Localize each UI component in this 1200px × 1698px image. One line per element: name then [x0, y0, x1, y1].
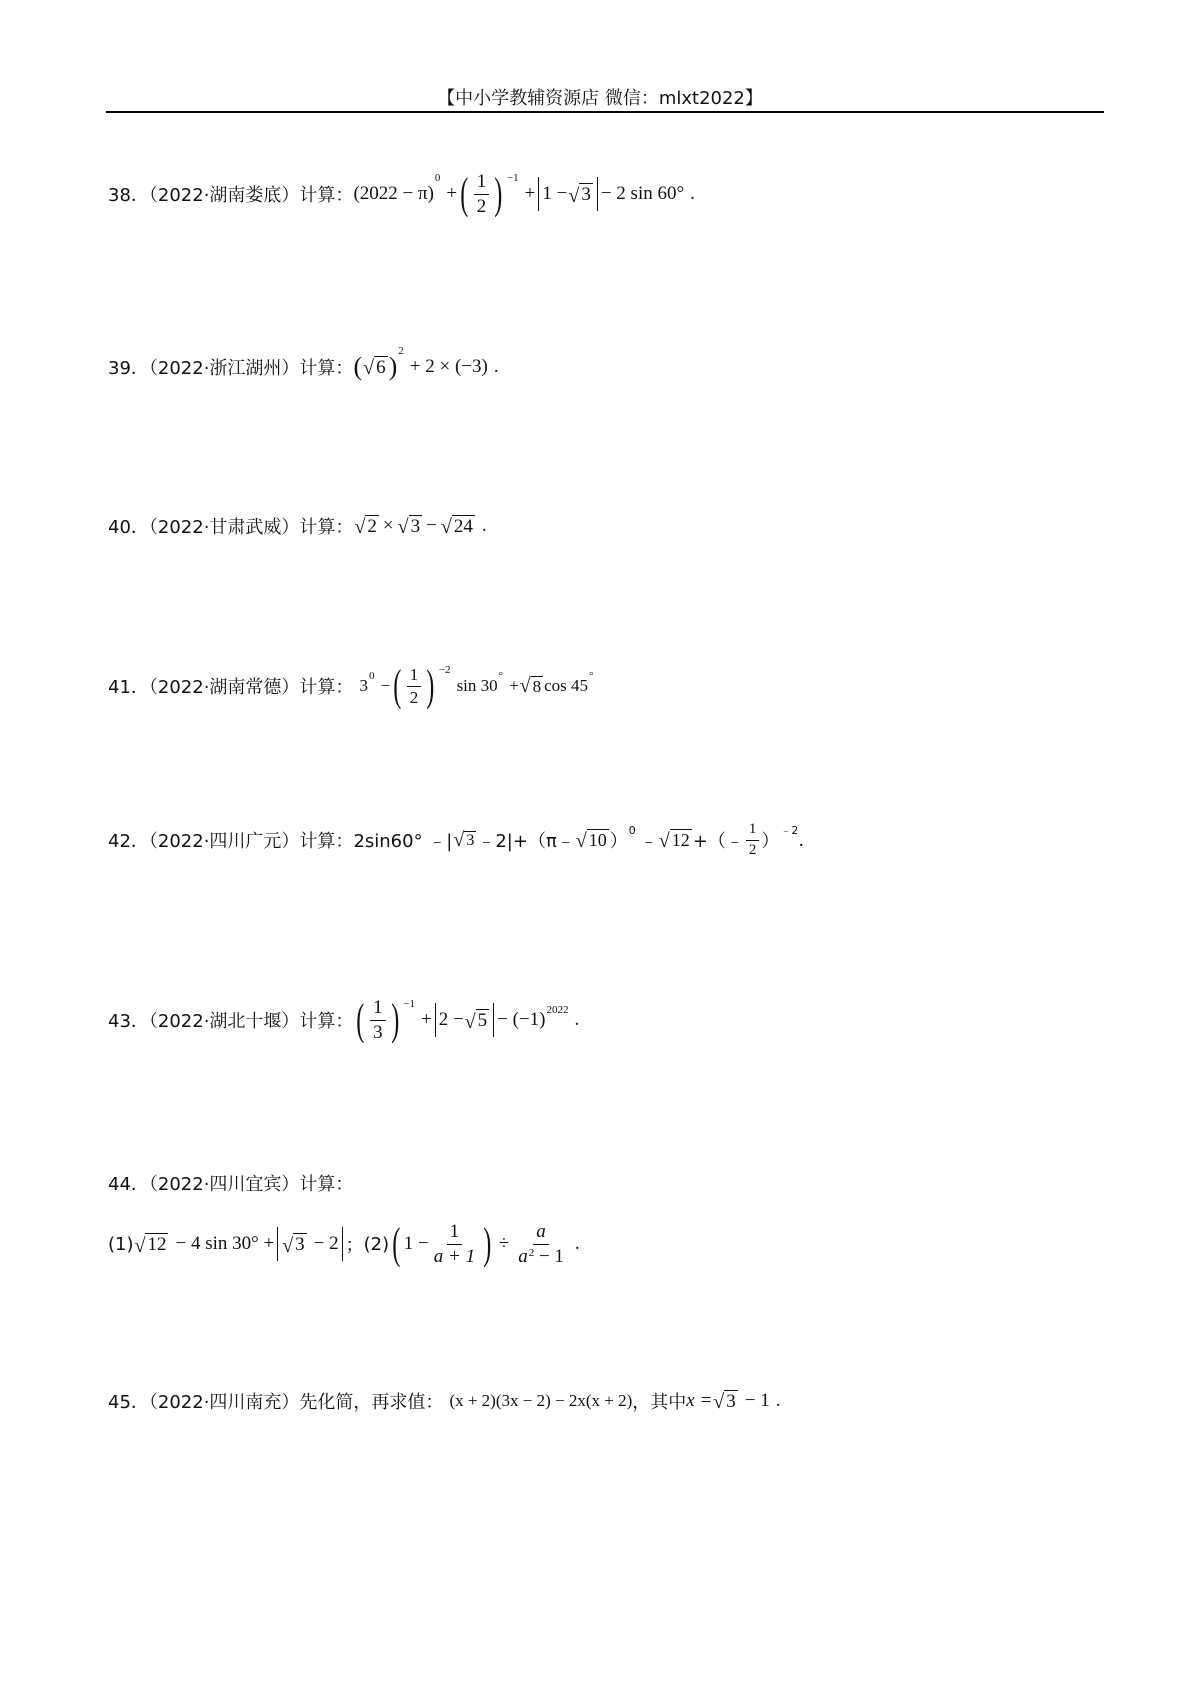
- question-42: [108, 822, 804, 859]
- question-prefix: 44．（2022·四川宜宾）计算：: [108, 1174, 354, 1195]
- sqrt: √ 8: [519, 675, 542, 698]
- formula: √ 12 − 4 sin 30° + √ 3 − 2: [134, 1227, 346, 1261]
- sqrt: √ 3: [397, 515, 421, 539]
- abs-bar: [277, 1227, 278, 1261]
- formula: (2022 − π) 0 + ( 1 2 ) −1 + 1 − √ 3 − 2 sin 60° .: [353, 169, 695, 219]
- sqrt: √ 3: [282, 1234, 305, 1257]
- page-header: 【中小学教辅资源店 微信：mlxt2022】: [437, 88, 763, 109]
- formula: (x + 2)(3x − 2) − 2x(x + 2): [449, 1391, 633, 1410]
- sqrt: √ 12: [658, 830, 690, 853]
- abs-bar: [435, 1003, 436, 1037]
- question-43: [108, 995, 580, 1045]
- sqrt: √ 6: [363, 356, 386, 380]
- formula: ( 1 − $\frac{1}{a + 1}$ ) ÷ $\frac{a}{a^2 - 1}$ .: [392, 1219, 580, 1269]
- question-prefix: 42．（2022·四川广元）计算：: [108, 831, 354, 853]
- question-39: [108, 345, 499, 382]
- question-prefix: 45．（2022·四川南充）先化简，再求值：: [108, 1392, 444, 1413]
- fraction: 1 2: [474, 172, 490, 217]
- question-45: 45．（2022·四川南充）先化简，再求值： (x + 2)(3x − 2) − 2x(x + 2) ，其中 x = √ 3 − 1 .: [108, 1390, 781, 1414]
- fraction: 1 2: [746, 822, 760, 859]
- condition: x = √ 3 − 1 .: [686, 1390, 781, 1414]
- question-44-parts: (1) √ 12 − 4 sin 30° + √ 3 − 2 ； (2) ( 1 − $\frac{1}{a + 1}$ ) ÷ $\frac{a}{a^2 - 1}$ .: [108, 1219, 580, 1269]
- formula: ( 1 3 ) −1 + 2 − √ 5 − (−1) 2022 .: [356, 995, 580, 1045]
- header-rule: [106, 111, 1104, 113]
- question-prefix: 43．（2022·湖北十堰）计算：: [108, 1011, 354, 1033]
- sqrt: √ 3: [453, 829, 475, 852]
- question-prefix: 38．（2022·湖南娄底）计算：: [108, 185, 354, 207]
- sqrt: √ 24: [440, 515, 473, 539]
- sqrt: √ 12: [134, 1234, 167, 1257]
- sqrt: √ 3: [568, 184, 591, 207]
- question-prefix: 41．（2022·湖南常德）计算：: [108, 677, 354, 698]
- sub-label: (2): [363, 1233, 390, 1255]
- sqrt: √ 3: [713, 1390, 736, 1414]
- abs-bar: [538, 177, 539, 211]
- formula: ( √ 6 ) 2 + 2 × (−3) .: [353, 345, 499, 381]
- question-40: [108, 513, 487, 539]
- question-44: [108, 1170, 353, 1196]
- sub-label: (1): [108, 1233, 134, 1255]
- abs-bar: [342, 1227, 343, 1261]
- abs-bar: [597, 177, 598, 211]
- sqrt: √ 10: [575, 830, 607, 853]
- sqrt: √ 2: [354, 515, 377, 539]
- question-41: [108, 661, 594, 710]
- question-prefix: 40．（2022·甘肃武威）计算：: [108, 517, 354, 538]
- question-prefix: 39．（2022·浙江湖州）计算：: [108, 358, 354, 379]
- fraction: $\frac{1}{a + 1}$: [433, 1221, 476, 1267]
- formula: 3 0 − ( 1 2 ) −2 sin 30 ° + √ 8 cos 45 °: [359, 661, 594, 710]
- abs-bar: [493, 1003, 494, 1037]
- formula: 2sin60° ﹣| √ 3 ﹣2|+（π﹣ √ 10 ） 0 ﹣ √ 12 +（﹣ 1 2 ） ﹣2 .: [353, 821, 805, 858]
- fraction: 1 2: [407, 666, 422, 707]
- fraction: 1 3: [370, 998, 386, 1043]
- formula: √ 2 × √ 3 − √ 24 .: [354, 515, 487, 539]
- question-38: [108, 169, 695, 219]
- sqrt: √ 5: [464, 1010, 488, 1033]
- fraction: $\frac{a}{a^2 - 1}$: [518, 1221, 564, 1267]
